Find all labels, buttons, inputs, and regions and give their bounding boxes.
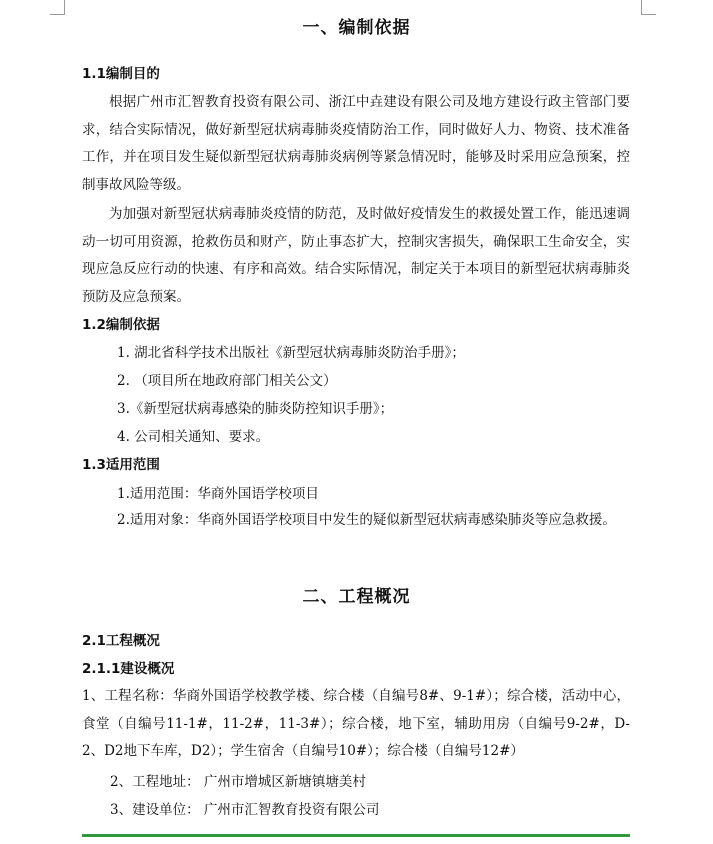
- paragraph-purpose-2: 为加强对新型冠状病毒肺炎疫情的防范，及时做好疫情发生的救援处置工作，能迅速调动一切可用资源，抢救伤员和财产，防止事态扩大，控制灾害损失，确保职工生命安全，实现应急反应行动的快速、有序和高效。结合实际情况，制定关于本项目的新型冠状病毒肺炎预防及应急预案。: [82, 206, 630, 305]
- client-unit-item: 3、建设单位： 广州市汇智教育投资有限公司: [110, 802, 380, 818]
- crop-mark-top-left: [50, 0, 65, 15]
- basis-item-4: 4. 公司相关通知、要求。: [117, 429, 270, 445]
- heading-1-3: 1.3适用范围: [82, 457, 160, 473]
- basis-item-2: 2. （项目所在地政府部门相关公文）: [117, 373, 337, 389]
- heading-2-1: 2.1工程概况: [82, 633, 160, 649]
- project-name-item: 1、工程名称：华商外国语学校教学楼、综合楼（自编号8#、9-1#）；综合楼，活动中心，食堂（自编号11-1#，11-2#，11-3#）；综合楼，地下室，辅助用房（自编号9-2#，D-2、D2地下车库，D2）；学生宿舍（自编号10#）；综合楼（自编号12#）: [82, 688, 630, 759]
- basis-item-1: 1. 湖北省科学技术出版社《新型冠状病毒肺炎防治手册》；: [117, 345, 465, 361]
- basis-item-3: 3.《新型冠状病毒感染的肺炎防控知识手册》；: [117, 401, 394, 417]
- section-1-title: 一、编制依据: [302, 18, 411, 38]
- heading-1-2: 1.2编制依据: [82, 317, 160, 333]
- heading-2-1-1: 2.1.1建设概况: [82, 661, 175, 677]
- crop-mark-top-right: [641, 0, 656, 15]
- scope-item-2: 2.适用对象：华商外国语学校项目中发生的疑似新型冠状病毒感染肺炎等应急救援。: [117, 512, 616, 528]
- heading-1-1: 1.1编制目的: [82, 66, 160, 82]
- project-address-item: 2、工程地址： 广州市增城区新塘镇塘美村: [110, 774, 366, 790]
- scope-item-1: 1.适用范围：华商外国语学校项目: [117, 486, 319, 502]
- section-2-title: 二、工程概况: [302, 587, 411, 607]
- footer-rule: [82, 834, 630, 837]
- paragraph-purpose-1: 根据广州市汇智教育投资有限公司、浙江中垚建设有限公司及地方建设行政主管部门要求，结合实际情况，做好新型冠状病毒肺炎疫情防治工作，同时做好人力、物资、技术准备工作，并在项目发生疑似新型冠状病毒肺炎病例等紧急情况时，能够及时采用应急预案，控制事故风险等级。: [82, 94, 630, 193]
